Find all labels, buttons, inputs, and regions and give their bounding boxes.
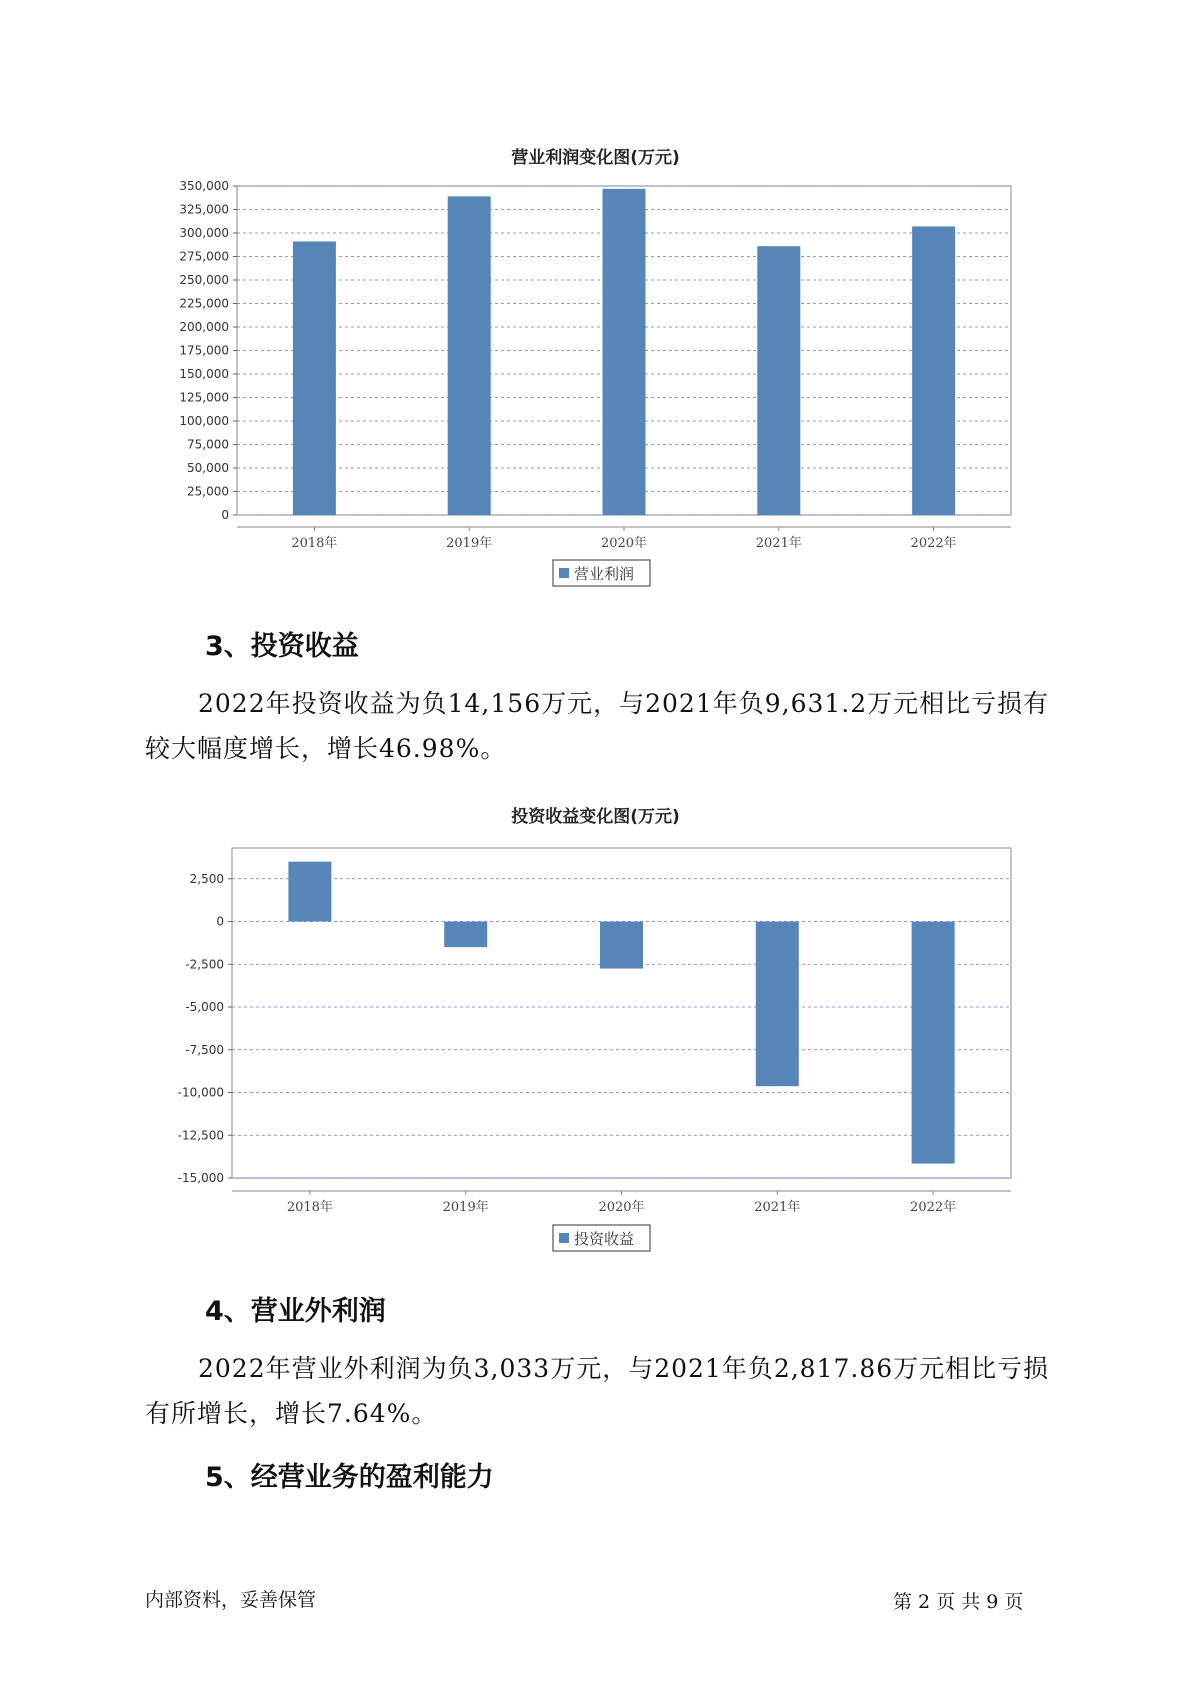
y-tick-label: 200,000 [179,320,229,334]
investment-chart [0,830,1191,1248]
y-tick-label: -5,000 [185,1000,224,1015]
y-tick-label: 0 [216,914,224,929]
y-tick-label: 2,500 [189,871,224,886]
section-heading-investment: 3、投资收益 [205,631,359,662]
section-body-investment: 2022年投资收益为负14,156万元，与2021年负9,631.2万元相比亏损有较大幅度增长，增长46.98%。 [145,689,1050,763]
y-tick-label: 275,000 [179,249,229,264]
x-tick-label: 2022年 [910,1200,957,1215]
x-tick-label: 2022年 [910,536,957,551]
y-tick-label: 100,000 [179,414,229,428]
y-tick-label: 75,000 [187,437,229,452]
y-tick-label: -2,500 [185,957,224,972]
x-tick-label: 2019年 [442,1200,489,1215]
section-heading-profitability: 5、经营业务的盈利能力 [205,1462,494,1493]
bar-2018 [293,241,336,515]
y-tick-label: 0 [221,508,229,522]
x-tick-label: 2019年 [446,536,493,551]
bar-2021 [757,246,800,515]
x-tick-label: 2020年 [600,536,648,551]
bar-2021 [756,922,799,1087]
bar-2022 [912,226,955,515]
legend-label: 投资收益 [574,1230,635,1248]
y-tick-label: 350,000 [179,179,229,193]
y-tick-label: 50,000 [187,461,229,475]
y-tick-label: 125,000 [179,390,229,405]
legend-swatch [559,1233,569,1243]
x-tick-label: 2020年 [598,1200,645,1215]
y-tick-label: 150,000 [179,367,229,381]
y-tick-label: 250,000 [179,273,229,287]
x-tick-label: 2018年 [286,1200,333,1215]
y-tick-label: -10,000 [177,1085,224,1100]
y-tick-label: 225,000 [179,296,229,311]
bar-2019 [444,922,487,948]
y-tick-label: -7,500 [185,1042,224,1057]
y-tick-label: -12,500 [177,1128,224,1143]
investment-chart-title: 投资收益变化图(万元) [511,807,680,827]
y-tick-label: 175,000 [179,343,229,358]
profit-chart [0,170,1191,583]
x-tick-label: 2021年 [754,1200,801,1215]
legend-label: 营业利润 [574,565,635,583]
bar-2018 [288,862,331,922]
y-tick-label: 25,000 [187,484,229,499]
bar-2020 [600,922,643,969]
section-heading-nonoperating: 4、营业外利润 [205,1296,386,1327]
y-tick-label: 300,000 [179,226,229,240]
x-tick-label: 2018年 [291,536,338,551]
bar-2019 [448,196,491,515]
y-tick-label: -15,000 [177,1171,224,1185]
bar-2020 [603,189,646,515]
legend-swatch [559,568,569,578]
plot-area [232,848,1011,1178]
footer-confidential-note: 内部资料，妥善保管 [145,1589,317,1611]
section-body-nonoperating: 2022年营业外利润为负3,033万元，与2021年负2,817.86万元相比亏损有所增长，增长7.64%。 [145,1354,1050,1428]
bar-2022 [912,922,955,1164]
footer-page-number: 第 2 页 共 9 页 [893,1591,1024,1613]
x-tick-label: 2021年 [755,536,802,551]
y-tick-label: 325,000 [179,202,229,217]
profit-chart-title: 营业利润变化图(万元) [511,148,680,168]
